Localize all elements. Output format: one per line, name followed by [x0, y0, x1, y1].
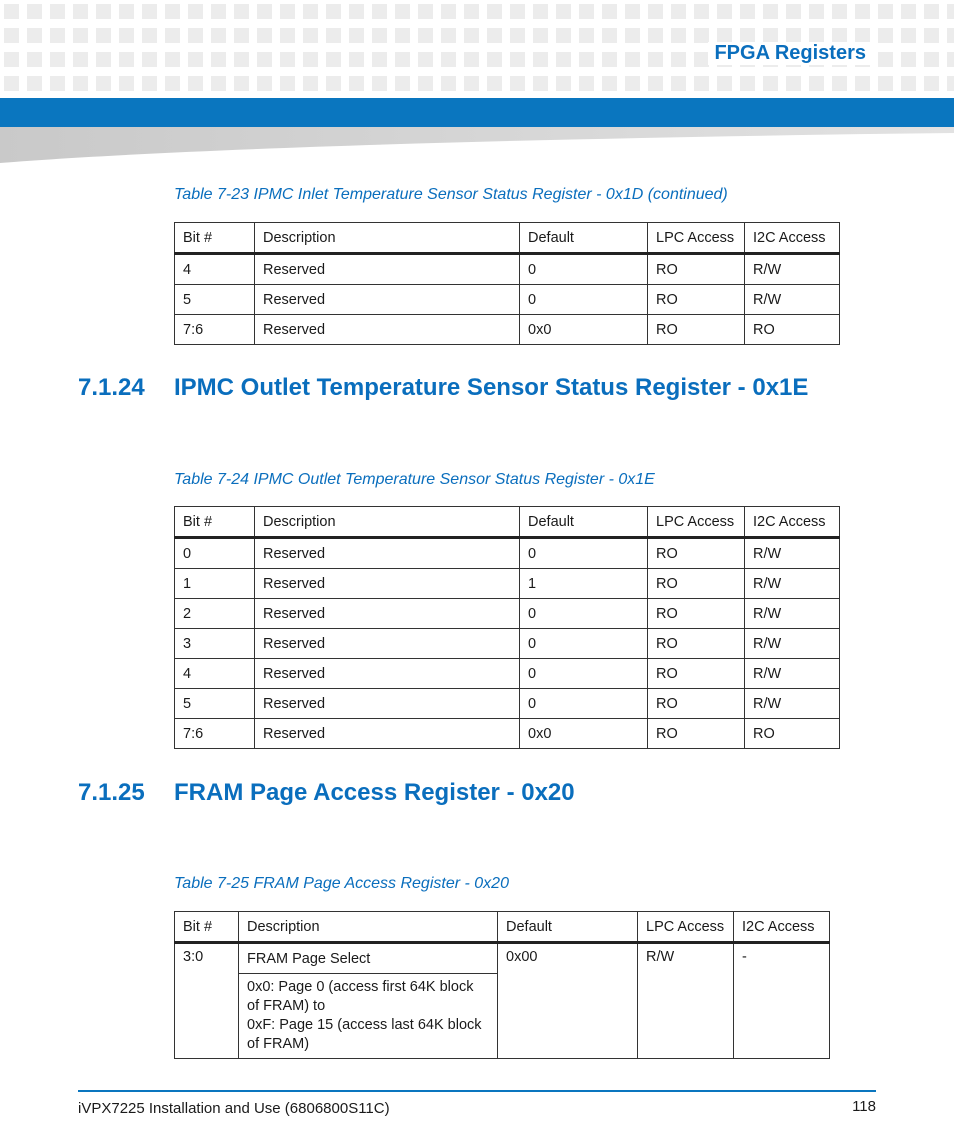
table-cell: RO [745, 315, 840, 345]
header-pattern-tile [510, 4, 525, 19]
table-cell: Reserved [255, 659, 520, 689]
table-cell: R/W [745, 285, 840, 315]
header-pattern-tile [165, 52, 180, 67]
column-header: Default [520, 223, 648, 254]
table-cell: R/W [745, 538, 840, 569]
header-pattern-tile [763, 28, 778, 43]
header-pattern-tile [96, 28, 111, 43]
header-pattern-tile [717, 28, 732, 43]
table-cell: 1 [520, 569, 648, 599]
header-pattern-tile [556, 52, 571, 67]
header-pattern-tile [234, 28, 249, 43]
header-pattern-tile [625, 52, 640, 67]
header-pattern-tile [234, 52, 249, 67]
table-24 [174, 506, 840, 749]
table-cell: Reserved [255, 719, 520, 749]
header-pattern-tile [878, 28, 893, 43]
header-pattern-tile [809, 4, 824, 19]
table-row [175, 599, 840, 629]
table-cell: RO [648, 629, 745, 659]
header-pattern-tile [326, 76, 341, 91]
table-23 [174, 222, 840, 345]
table-cell: RO [648, 254, 745, 285]
table-header-row [175, 912, 830, 943]
header-blue-bar [0, 98, 954, 127]
table-cell: RO [648, 689, 745, 719]
header-pattern-tile [878, 4, 893, 19]
header-pattern-tile [211, 76, 226, 91]
header-pattern-tile [4, 52, 19, 67]
header-pattern-tile [625, 28, 640, 43]
table-cell: RO [648, 285, 745, 315]
section-number: 7.1.25 [78, 779, 145, 806]
table-cell: 0x00 [498, 943, 638, 1059]
header-pattern-tile [671, 28, 686, 43]
header-pattern-tile [855, 4, 870, 19]
header-pattern-tile [855, 76, 870, 91]
column-header: LPC Access [648, 223, 745, 254]
header-pattern-tile [763, 76, 778, 91]
header-pattern-tile [625, 4, 640, 19]
table-cell: RO [648, 569, 745, 599]
table-cell: RO [745, 719, 840, 749]
header-pattern-tile [234, 4, 249, 19]
header-pattern-tile [326, 28, 341, 43]
header-pattern-tile [349, 28, 364, 43]
header-pattern-tile [648, 76, 663, 91]
header-pattern-tile [27, 52, 42, 67]
table-cell: 4 [175, 659, 255, 689]
header-pattern-tile [372, 52, 387, 67]
table-header-row [175, 507, 840, 538]
table-cell: RO [648, 719, 745, 749]
header-pattern-tile [280, 76, 295, 91]
table-cell: R/W [638, 943, 734, 1059]
header-pattern-tile [487, 4, 502, 19]
footer-page-number: 118 [852, 1098, 876, 1115]
header-pattern-tile [671, 52, 686, 67]
header-pattern-tile [740, 28, 755, 43]
header-pattern-tile [855, 28, 870, 43]
header-pattern-tile [211, 52, 226, 67]
header-pattern-tile [188, 52, 203, 67]
header-pattern-tile [188, 4, 203, 19]
table-cell: 0 [520, 285, 648, 315]
header-pattern-tile [395, 4, 410, 19]
table-cell: Reserved [255, 689, 520, 719]
table-cell: R/W [745, 659, 840, 689]
header-pattern-tile [96, 76, 111, 91]
header-pattern-tile [234, 76, 249, 91]
header-pattern-tile [602, 4, 617, 19]
header-pattern-tile [4, 76, 19, 91]
header-pattern-tile [924, 4, 939, 19]
table-row [175, 285, 840, 315]
header-pattern-tile [878, 52, 893, 67]
section-heading-7-1-25 [78, 779, 575, 807]
header-pattern-tile [556, 4, 571, 19]
header-pattern-tile [372, 4, 387, 19]
header-pattern-tile [579, 4, 594, 19]
table-cell: Reserved [255, 599, 520, 629]
table-cell: 0x0 [520, 719, 648, 749]
header-pattern-tile [464, 52, 479, 67]
table-cell: 0 [520, 254, 648, 285]
table-cell: 7:6 [175, 719, 255, 749]
header-pattern-tile [579, 28, 594, 43]
section-heading-7-1-24 [78, 374, 808, 402]
header-pattern-tile [947, 4, 954, 19]
header-pattern-tile [119, 76, 134, 91]
header-pattern-tile [556, 28, 571, 43]
table-cell: 3:0 [175, 943, 239, 1059]
table-cell: R/W [745, 254, 840, 285]
header-pattern-tile [165, 28, 180, 43]
header-pattern-tile [901, 28, 916, 43]
header-pattern-tile [349, 52, 364, 67]
header-pattern-tile [786, 76, 801, 91]
header-pattern-tile [579, 52, 594, 67]
header-pattern-tile [73, 28, 88, 43]
table-cell: 4 [175, 254, 255, 285]
header-pattern-tile [740, 4, 755, 19]
header-pattern-tile [257, 28, 272, 43]
header-pattern-tile [303, 52, 318, 67]
footer-document-title: iVPX7225 Installation and Use (6806800S11C) [78, 1100, 390, 1117]
header-pattern-tile [533, 76, 548, 91]
header-pattern-tile [671, 76, 686, 91]
header-pattern-tile [257, 76, 272, 91]
section-title: IPMC Outlet Temperature Sensor Status Register - 0x1E [174, 374, 809, 401]
column-header: I2C Access [734, 912, 830, 943]
header-pattern-tile [96, 4, 111, 19]
header-pattern-tile [924, 52, 939, 67]
header-pattern-tile [694, 4, 709, 19]
section-title: FRAM Page Access Register - 0x20 [174, 779, 575, 806]
header-pattern-tile [786, 28, 801, 43]
header-pattern-tile [510, 28, 525, 43]
header-pattern-tile [280, 28, 295, 43]
header-pattern-tile [602, 76, 617, 91]
header-pattern-tile [303, 76, 318, 91]
header-pattern-tile [901, 4, 916, 19]
table-cell: R/W [745, 569, 840, 599]
header-pattern-tile [188, 76, 203, 91]
table-cell: FRAM Page Select [239, 943, 498, 974]
header-pattern-tile [50, 28, 65, 43]
header-pattern-tile [740, 76, 755, 91]
header-pattern-tile [142, 4, 157, 19]
table-cell: Reserved [255, 538, 520, 569]
table-cell: 0 [520, 689, 648, 719]
header-pattern-tile [901, 52, 916, 67]
table-row [175, 315, 840, 345]
table-cell: 0 [520, 538, 648, 569]
header-pattern-tile [73, 76, 88, 91]
column-header: Bit # [175, 507, 255, 538]
header-pattern-tile [832, 28, 847, 43]
table-cell: R/W [745, 599, 840, 629]
table-row [175, 569, 840, 599]
header-pattern-tile [73, 4, 88, 19]
header-pattern-tile [257, 52, 272, 67]
header-pattern-tile [924, 28, 939, 43]
header-pattern-tile [786, 4, 801, 19]
header-pattern-tile [165, 76, 180, 91]
table-row [175, 719, 840, 749]
header-pattern-tile [556, 76, 571, 91]
table-cell: Reserved [255, 285, 520, 315]
header-pattern-tile [165, 4, 180, 19]
header-pattern-tile [50, 76, 65, 91]
header-pattern-tile [464, 28, 479, 43]
header-pattern-tile [441, 52, 456, 67]
header-pattern-tile [648, 4, 663, 19]
column-header: Bit # [175, 912, 239, 943]
table-row [175, 659, 840, 689]
table-header-row [175, 223, 840, 254]
header-pattern-tile [4, 4, 19, 19]
header-pattern-tile [625, 76, 640, 91]
table-cell-description [239, 974, 498, 1059]
header-pattern-tile [4, 28, 19, 43]
table-cell: 5 [175, 689, 255, 719]
header-pattern-tile [142, 52, 157, 67]
header-pattern-tile [878, 76, 893, 91]
column-header: LPC Access [638, 912, 734, 943]
table-row [175, 689, 840, 719]
header-pattern-tile [648, 52, 663, 67]
header-pattern-tile [809, 28, 824, 43]
header-pattern-tile [947, 76, 954, 91]
header-pattern-tile [441, 76, 456, 91]
table-cell: Reserved [255, 629, 520, 659]
header-pattern-tile [326, 52, 341, 67]
header-pattern-tile [924, 76, 939, 91]
column-header: Description [239, 912, 498, 943]
table-cell: - [734, 943, 830, 1059]
table-24-caption: Table 7-24 IPMC Outlet Temperature Sensor Status Register - 0x1E [174, 471, 655, 488]
header-pattern-tile [832, 4, 847, 19]
column-header: I2C Access [745, 223, 840, 254]
header-pattern-tile [832, 76, 847, 91]
table-row [175, 254, 840, 285]
header-pattern-tile [579, 76, 594, 91]
table-25-caption: Table 7-25 FRAM Page Access Register - 0x20 [174, 875, 509, 892]
header-pattern-tile [211, 4, 226, 19]
header-pattern-tile [464, 4, 479, 19]
header-pattern-tile [349, 76, 364, 91]
header-pattern-tile [947, 52, 954, 67]
header-pattern-tile [947, 28, 954, 43]
header-pattern-tile [326, 4, 341, 19]
header-pattern-tile [50, 52, 65, 67]
table-cell: Reserved [255, 569, 520, 599]
header-pattern-tile [441, 28, 456, 43]
column-header: Description [255, 223, 520, 254]
footer-rule [78, 1090, 876, 1092]
header-pattern-tile [418, 4, 433, 19]
header-pattern-tile [27, 76, 42, 91]
header-pattern-tile [372, 28, 387, 43]
header-pattern-tile [119, 4, 134, 19]
header-pattern-tile [901, 76, 916, 91]
header-pattern-tile [487, 76, 502, 91]
header-pattern-tile [418, 52, 433, 67]
table-25 [174, 911, 830, 1059]
header-pattern-tile [717, 76, 732, 91]
header-pattern-tile [280, 4, 295, 19]
table-cell: 0 [175, 538, 255, 569]
table-cell: 0 [520, 599, 648, 629]
header-pattern-tile [27, 4, 42, 19]
table-cell: R/W [745, 689, 840, 719]
header-pattern-tile [211, 28, 226, 43]
column-header: LPC Access [648, 507, 745, 538]
table-cell: R/W [745, 629, 840, 659]
header-pattern-tile [96, 52, 111, 67]
header-pattern-tile [533, 28, 548, 43]
column-header: I2C Access [745, 507, 840, 538]
table-cell: 3 [175, 629, 255, 659]
header-pattern-tile [694, 52, 709, 67]
header-grey-swoosh [0, 127, 954, 163]
table-cell: 1 [175, 569, 255, 599]
header-pattern-tile [280, 52, 295, 67]
header-pattern-tile [119, 52, 134, 67]
table-cell: Reserved [255, 315, 520, 345]
header-pattern-tile [395, 52, 410, 67]
header-pattern-tile [142, 28, 157, 43]
header-pattern-tile [464, 76, 479, 91]
column-header: Default [520, 507, 648, 538]
column-header: Default [498, 912, 638, 943]
page-header-title: FPGA Registers [708, 42, 872, 65]
header-pattern-tile [763, 4, 778, 19]
header-pattern-tile [349, 4, 364, 19]
header-pattern-tile [602, 52, 617, 67]
header-pattern-tile [510, 76, 525, 91]
section-number: 7.1.24 [78, 374, 145, 401]
table-row [175, 943, 830, 974]
table-23-caption: Table 7-23 IPMC Inlet Temperature Sensor Status Register - 0x1D (continued) [174, 186, 728, 203]
column-header: Bit # [175, 223, 255, 254]
header-pattern-tile [671, 4, 686, 19]
header-pattern-tile [142, 76, 157, 91]
header-pattern-tile [487, 28, 502, 43]
header-pattern-tile [73, 52, 88, 67]
table-cell: RO [648, 659, 745, 689]
header-pattern-tile [510, 52, 525, 67]
header-pattern-tile [648, 28, 663, 43]
table-cell: 7:6 [175, 315, 255, 345]
header-pattern-tile [487, 52, 502, 67]
description-line: 0x0: Page 0 (access first 64K block of FRAM) to [247, 979, 474, 1014]
header-pattern-tile [119, 28, 134, 43]
header-pattern-tile [303, 28, 318, 43]
table-row [175, 629, 840, 659]
column-header: Description [255, 507, 520, 538]
table-cell: RO [648, 315, 745, 345]
header-pattern-tile [533, 4, 548, 19]
table-cell: RO [648, 599, 745, 629]
table-cell: 5 [175, 285, 255, 315]
header-pattern-tile [372, 76, 387, 91]
header-pattern-tile [303, 4, 318, 19]
header-pattern-tile [257, 4, 272, 19]
header-pattern-tile [694, 76, 709, 91]
table-cell: 0x0 [520, 315, 648, 345]
table-cell: Reserved [255, 254, 520, 285]
header-pattern-tile [533, 52, 548, 67]
header-pattern-tile [418, 28, 433, 43]
header-pattern-tile [717, 4, 732, 19]
table-cell: 0 [520, 659, 648, 689]
header-pattern-tile [188, 28, 203, 43]
header-pattern-tile [50, 4, 65, 19]
table-cell: RO [648, 538, 745, 569]
table-cell: 2 [175, 599, 255, 629]
header-pattern-tile [602, 28, 617, 43]
header-pattern-tile [395, 28, 410, 43]
header-pattern-tile [809, 76, 824, 91]
description-line: 0xF: Page 15 (access last 64K block of FRAM) [247, 1017, 482, 1052]
header-pattern-tile [395, 76, 410, 91]
table-row [175, 538, 840, 569]
header-pattern-tile [27, 28, 42, 43]
table-cell: 0 [520, 629, 648, 659]
header-pattern-tile [694, 28, 709, 43]
header-pattern-tile [441, 4, 456, 19]
header-pattern-tile [418, 76, 433, 91]
